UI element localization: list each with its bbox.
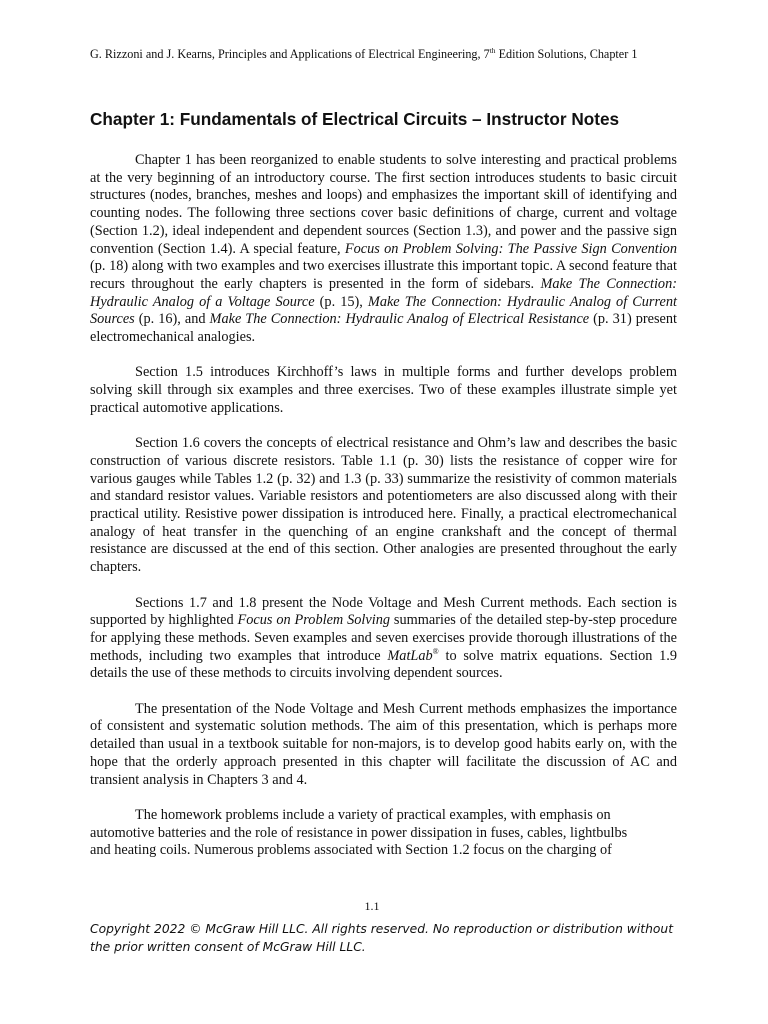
italic-software-name: MatLab [387,647,433,664]
text-run: (p. 31) present electromechanical analogies. [90,311,677,346]
text-run: (p. 18) along with two examples and two exercises illustrate this important topic. A second feature that recurs throughout the early chapters is presented in the form of sidebars. [90,258,677,292]
paragraph-5: The presentation of the Node Voltage and Mesh Current methods emphasizes the importance of consistent and systematic solution methods. The aim of this presentation, which is perhaps more detailed than usual in a textbook suitable for non-majors, is to develop good habits early on, with the hope that the orderly approach presented in this chapter will facilitate the discussion of AC and transient analysis in Chapters 3 and 4. [90,700,677,788]
text-run: (p. 16), and [134,311,210,328]
paragraph-6 [90,807,677,860]
paragraph-3: Section 1.6 covers the concepts of electrical resistance and Ohm’s law and describes the basic construction of various discrete resistors. Table 1.1 (p. 30) lists the resistance of copper wire for various gauges while Tables 1.2 (p. 32) and 1.3 (p. 33) summarize the resistivity of common materials and standard resistor values. Variable resistors and potentiometers are also discussed along with their practical utility. Resistive power dissipation is introduced here. Finally, a practical electromechanical analogy of heat transfer in the quenching of an engine crankshaft and the concept of thermal resistance are discussed at the end of this section. Other analogies are presented throughout the early chapters. [90,435,677,576]
paragraph-1 [90,152,677,347]
copyright-notice: Copyright 2022 © McGraw Hill LLC. All rights reserved. No reproduction or distribution without the prior written consent of McGraw Hill LLC. [90,922,674,954]
italic-feature-title: Focus on Problem Solving: The Passive Sign Convention [344,240,677,257]
text-run: Sections 1.7 and 1.8 present the Node Voltage and Mesh Current methods. Each section is supported by highlighted [90,594,677,629]
text-run: (p. 15), [314,293,368,310]
text-run: Chapter 1 has been reorganized to enable students to solve interesting and practical problems at the very beginning of an introductory course. The first section introduces students to basic circuit structures (nodes, branches, meshes and loops) and emphasizes the important skill of identifying and counting nodes. The following three sections cover basic definitions of charge, current and voltage (Section 1.2), ideal independent and dependent sources (Section 1.3), and power and the passive sign convention (Section 1.4). A special feature, [90,152,677,257]
edition-superscript: th [489,45,496,55]
document-body [90,152,677,860]
running-header [90,46,690,62]
paragraph-4 [90,595,677,684]
text-line: automotive batteries and the role of resistance in power dissipation in fuses, cables, lightbulbs [90,824,628,841]
header-text: G. Rizzoni and J. Kearns, Principles and Applications of Electrical Engineering, 7 [90,47,490,61]
text-line: The homework problems include a variety of practical examples, with emphasis on [135,806,611,823]
italic-sidebar-title: Make The Connection: Hydraulic Analog of Electrical Resistance [209,311,590,328]
italic-feature-title: Focus on Problem Solving [237,612,391,629]
italic-sidebar-title: Make The Connection: Hydraulic Analog of Current Sources [90,293,677,328]
page-number: 1.1 [364,899,380,913]
paragraph-2: Section 1.5 introduces Kirchhoff’s laws in multiple forms and further develops problem solving skill through six examples and three exercises. Two of these examples illustrate simple yet practical automotive applications. [90,364,677,416]
chapter-title: Chapter 1: Fundamentals of Electrical Circuits – Instructor Notes [90,109,620,129]
header-text-end: Edition Solutions, Chapter 1 [495,47,638,61]
registered-mark: ® [432,646,439,656]
text-run: to solve matrix equations. Section 1.9 details the use of these methods to circuits involving dependent sources. [90,647,677,682]
italic-sidebar-title: Make The Connection: Hydraulic Analog of a Voltage Source [90,275,677,310]
text-run: summaries of the detailed step-by-step procedure for applying these methods. Seven examples and seven exercises provide thorough illustrations of the methods, including two examples that introduce [90,612,677,664]
text-line: and heating coils. Numerous problems associated with Section 1.2 focus on the charging of [90,842,612,859]
